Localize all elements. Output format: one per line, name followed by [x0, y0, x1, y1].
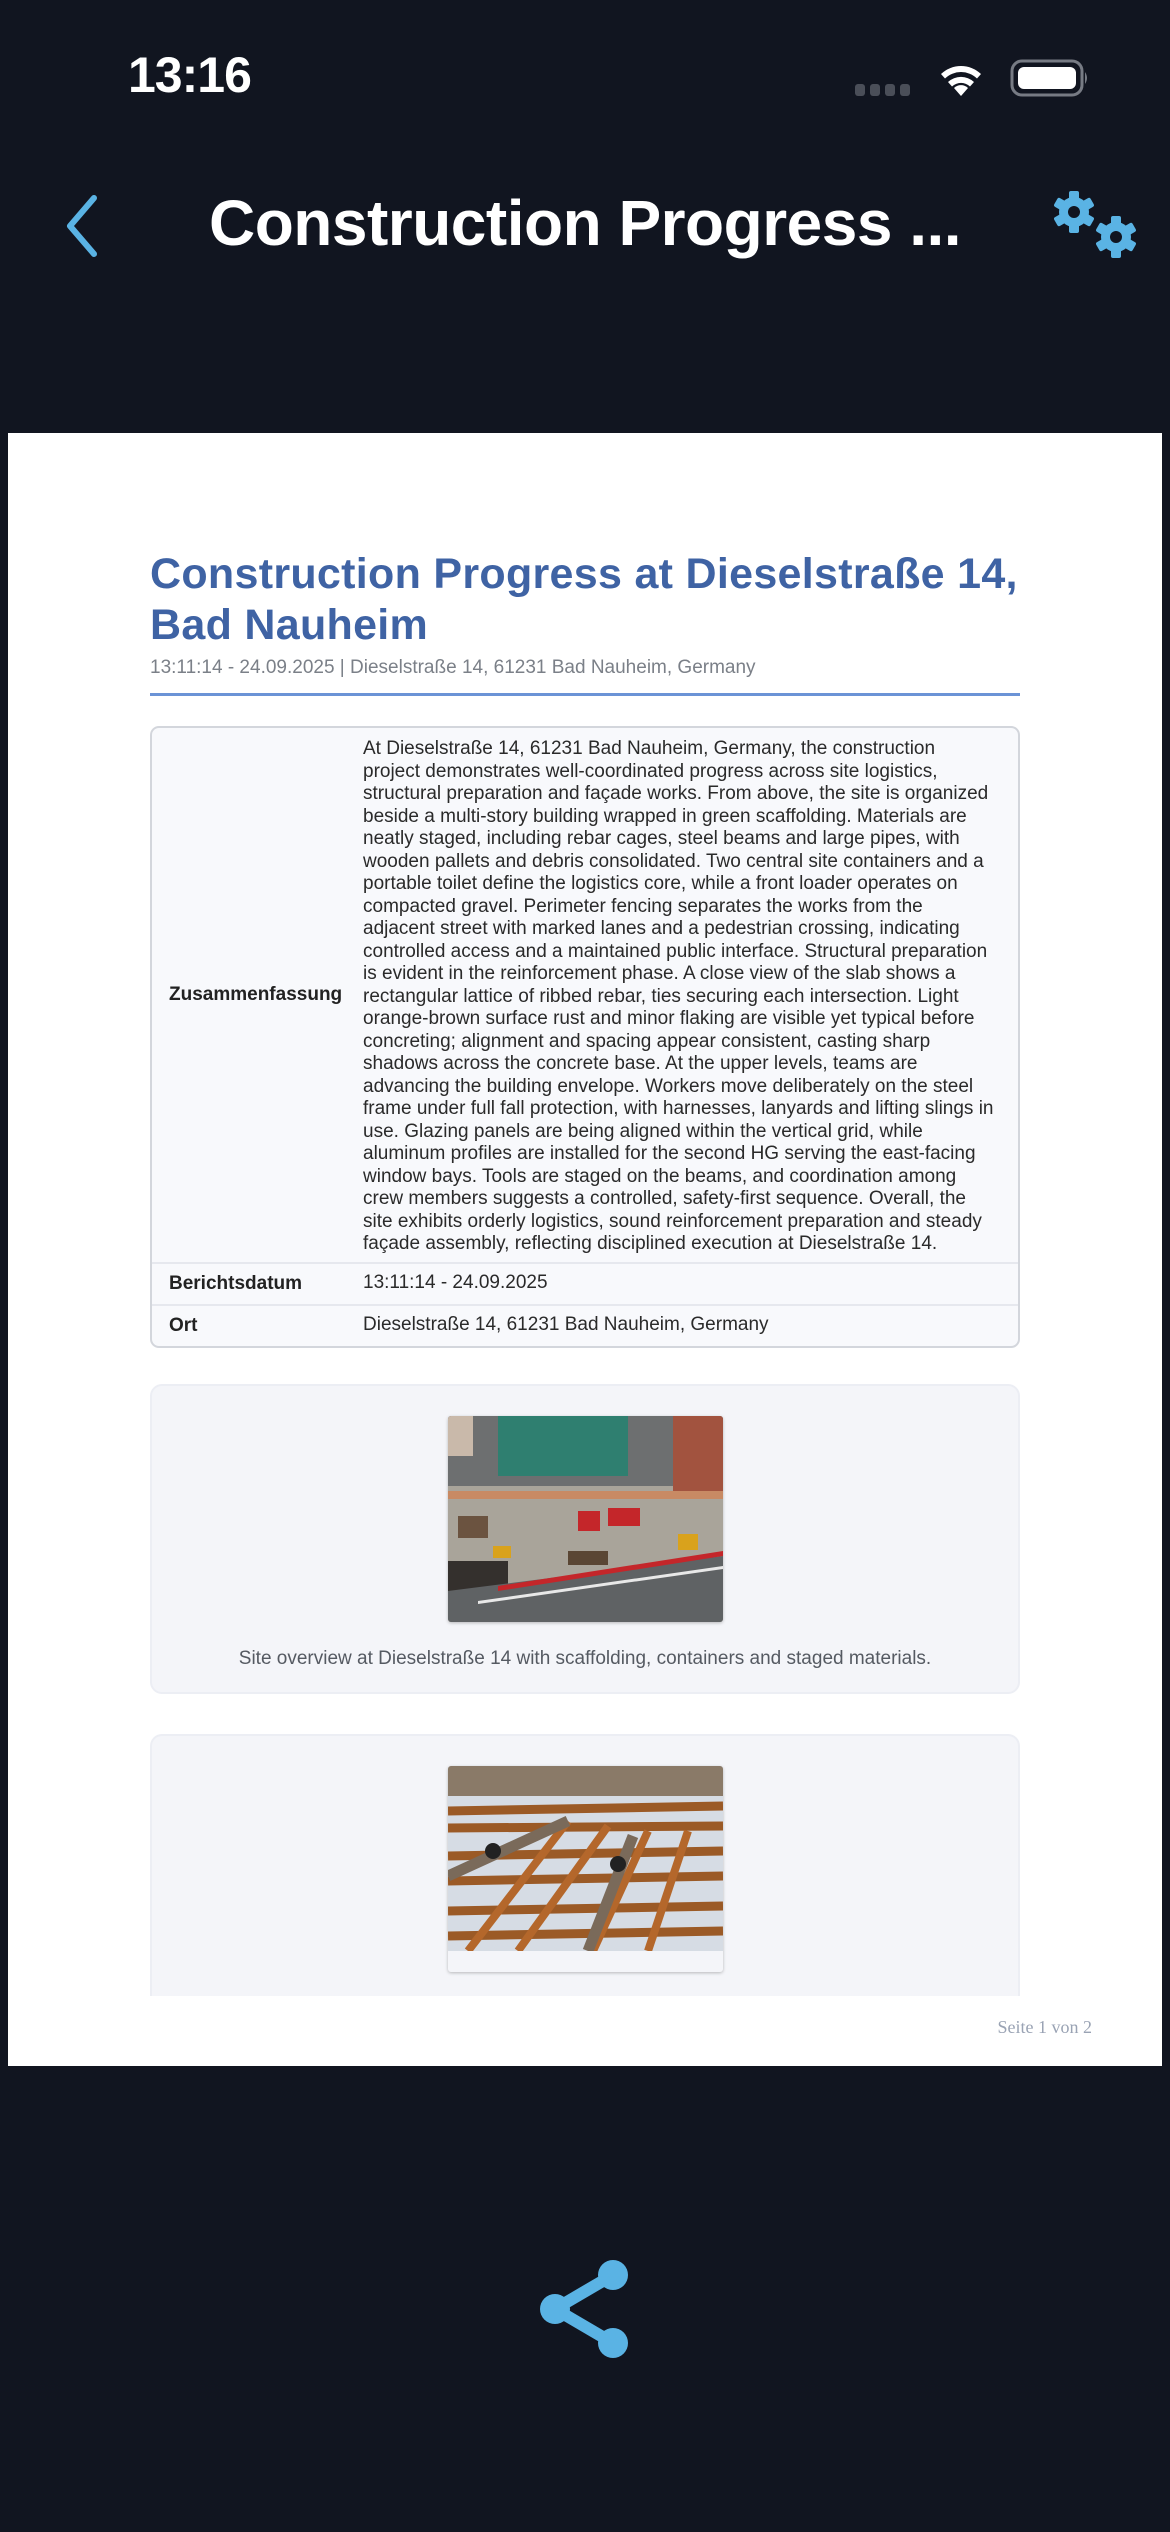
- location-value: Dieselstraße 14, 61231 Bad Nauheim, Germany: [363, 1314, 769, 1336]
- info-table: [150, 726, 1020, 1348]
- page-indicator: Seite 1 von 2: [997, 2017, 1092, 2037]
- photo-card: [150, 1734, 1020, 1996]
- nav-title: Construction Progress ...: [208, 187, 962, 259]
- back-button[interactable]: [60, 192, 110, 262]
- document-subtitle: 13:11:14 - 24.09.2025 | Dieselstraße 14, 61231 Bad Nauheim, Germany: [150, 657, 756, 678]
- site-overview-image: [448, 1416, 723, 1622]
- table-row-location: [152, 1304, 1018, 1346]
- signal-icon: [855, 84, 910, 96]
- status-time: 13:16: [128, 47, 251, 103]
- site-overview-photo[interactable]: [448, 1416, 723, 1622]
- document-page[interactable]: [8, 433, 1162, 2066]
- table-row-report-date: [152, 1262, 1018, 1304]
- share-icon: [537, 2257, 633, 2361]
- summary-value: At Dieselstraße 14, 61231 Bad Nauheim, Germany, the construction project demonstrates well-coordinated progress across site logistics, structural preparation and façade works. From above, the site is organized beside a multi-story building wrapped in green scaffolding. Materials are neatly staged, including rebar cages, steel beams and large pipes, with wooden pallets and debris consolidated. Two central site containers and a portable toilet define the logistics core, while a front loader operates on compacted gravel. Perimeter fencing separates the works from the adjacent street with marked lanes and a pedestrian crossing, indicating controlled access and a maintained public interface. Structural preparation is evident in the reinforcement phase. A close view of the slab shows a rectangular lattice of ribbed rebar, ties securing each intersection. Light orange-brown surface rust and minor flaking are visible yet typical before concreting; alignment and spacing appear consistent, casting sharp shadows across the concrete base. At the upper levels, teams are advancing the building envelope. Workers move deliberately on the steel frame under full fall protection, with harnesses, lanyards and lifting slings in use. Glazing panels are being aligned within the vertical grid, while aluminum profiles are installed for the second HG serving the east-facing window bays. Tools are staged on the beams, and coordination among crew members suggests a controlled, safety-first sequence. Overall, the site exhibits orderly logistics, sound reinforcement preparation and steady façade assembly, reflecting disciplined execution at Dieselstraße 14.: [363, 738, 994, 1254]
- share-button[interactable]: [537, 2257, 633, 2361]
- location-label: Ort: [169, 1314, 198, 1336]
- table-row-summary: [152, 728, 1018, 1262]
- report-date-value: 13:11:14 - 24.09.2025: [363, 1272, 548, 1294]
- rebar-image: [448, 1766, 723, 1951]
- report-date-label: Berichtsdatum: [169, 1272, 303, 1294]
- photo-caption: Site overview at Dieselstraße 14 with scaffolding, containers and staged materials.: [238, 1647, 932, 1669]
- wifi-icon: [935, 58, 987, 98]
- document-title: Construction Progress at Dieselstraße 14, Bad Nauheim: [150, 550, 1018, 649]
- rebar-photo[interactable]: [448, 1766, 723, 1972]
- document-content: [150, 549, 1020, 1996]
- summary-label: Zusammenfassung: [169, 983, 343, 1005]
- gears-icon: [1050, 190, 1145, 265]
- battery-icon: [1010, 58, 1090, 98]
- title-divider: [150, 693, 1020, 696]
- chevron-left-icon: [60, 192, 110, 262]
- photo-card: [150, 1384, 1020, 1694]
- settings-button[interactable]: [1050, 190, 1145, 265]
